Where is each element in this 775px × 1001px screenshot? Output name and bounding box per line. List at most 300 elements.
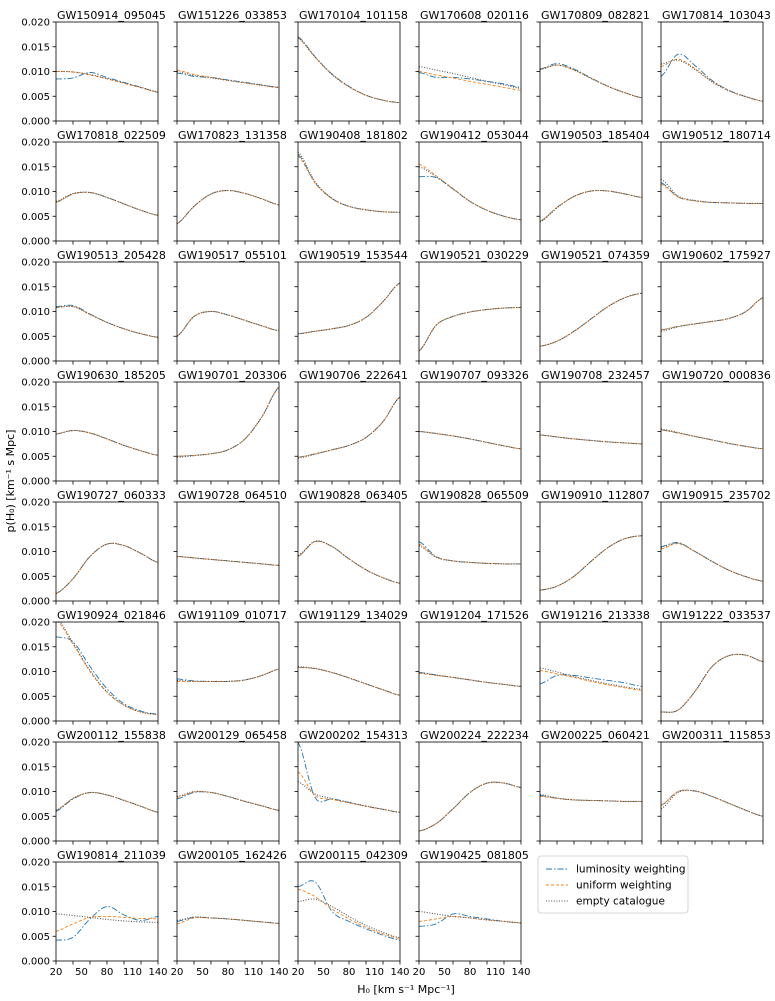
x-tick-label: 140 [148, 967, 168, 978]
panel [658, 369, 771, 485]
series-line [298, 156, 400, 212]
panel-frame [177, 22, 279, 121]
panel-grid [21, 9, 771, 978]
series-line [419, 308, 521, 352]
panel-frame [177, 262, 279, 361]
series-line [540, 797, 642, 802]
y-tick-label: 0.020 [21, 257, 50, 269]
series-line [298, 899, 400, 938]
series-line [419, 782, 521, 831]
panel-frame [298, 142, 400, 241]
panel-title: GW190521_074359 [541, 249, 650, 262]
series-line [419, 544, 521, 564]
legend-label: luminosity weighting [576, 863, 686, 876]
series-line [298, 881, 400, 941]
panel-frame [419, 862, 521, 961]
panel-frame [298, 622, 400, 721]
panel-title: GW190519_153544 [299, 249, 408, 262]
panel [295, 489, 408, 605]
panel [658, 729, 771, 845]
series-line [298, 397, 400, 457]
panel [658, 9, 771, 125]
panel [21, 9, 166, 128]
panel-frame [419, 22, 521, 121]
y-tick-label: 0.005 [21, 91, 50, 103]
panel [21, 609, 166, 728]
y-tick-label: 0.010 [21, 307, 50, 318]
panel-frame [298, 502, 400, 601]
series-line [661, 298, 763, 330]
panel [658, 489, 771, 605]
panel-title: GW200224_222234 [420, 729, 529, 742]
series-line [419, 72, 521, 91]
series-line [661, 179, 763, 203]
series-line [540, 536, 642, 590]
panel-frame [540, 742, 642, 841]
series-line [56, 192, 158, 215]
series-line [540, 293, 642, 346]
series-line [419, 432, 521, 449]
series-line [56, 543, 158, 593]
series-line [419, 782, 521, 831]
series-line [298, 541, 400, 583]
panel [658, 129, 771, 245]
panel-frame [56, 502, 158, 601]
series-line [298, 283, 400, 334]
panel [537, 609, 650, 725]
panel-title: GW190915_235702 [662, 489, 771, 502]
y-tick-label: 0.000 [21, 836, 50, 848]
y-tick-label: 0.010 [21, 187, 50, 198]
series-line [298, 283, 400, 334]
series-line [540, 536, 642, 590]
series-line [177, 792, 279, 811]
panel-frame [177, 862, 279, 961]
x-tick-label: 20 [412, 967, 426, 978]
y-tick-label: 0.005 [21, 811, 50, 823]
panel-title: GW170818_022509 [57, 129, 166, 142]
series-line [177, 792, 279, 811]
x-tick-label: 140 [511, 967, 531, 978]
panel-title: GW190517_055101 [178, 249, 287, 262]
panel-frame [298, 22, 400, 121]
series-line [177, 557, 279, 566]
series-line [419, 167, 521, 220]
legend [538, 856, 688, 913]
y-tick-label: 0.020 [21, 377, 50, 389]
series-line [298, 668, 400, 696]
x-tick-label: 80 [342, 967, 356, 978]
y-tick-label: 0.005 [21, 571, 50, 583]
series-line [540, 191, 642, 223]
y-tick-label: 0.010 [21, 427, 50, 438]
series-line [298, 38, 400, 103]
panel-frame [177, 502, 279, 601]
series-line [298, 541, 400, 583]
panel [416, 9, 529, 125]
y-tick-label: 0.020 [21, 617, 50, 629]
series-line [661, 54, 763, 101]
panel-title: GW170104_101158 [299, 9, 408, 22]
panel [174, 729, 287, 845]
series-line [56, 543, 158, 593]
panel [658, 609, 771, 725]
series-line [661, 184, 763, 203]
x-tick-label: 110 [243, 967, 264, 978]
x-tick-label: 20 [170, 967, 184, 978]
series-line [661, 790, 763, 816]
series-line [177, 669, 279, 682]
legend-label: uniform weighting [576, 879, 672, 892]
series-line [419, 308, 521, 352]
series-line [661, 544, 763, 582]
series-line [661, 654, 763, 712]
series-line [419, 916, 521, 923]
panel-title: GW200225_060421 [541, 729, 650, 742]
panel [21, 129, 166, 248]
series-line [177, 191, 279, 224]
series-line [177, 387, 279, 456]
panel-title: GW200129_065458 [178, 729, 287, 742]
x-tick-label: 110 [364, 967, 385, 978]
panel-frame [56, 742, 158, 841]
series-line [298, 283, 400, 334]
y-tick-label: 0.020 [21, 17, 50, 29]
panel [21, 849, 166, 968]
y-tick-label: 0.015 [21, 282, 50, 294]
panel-title: GW200311_115853 [662, 729, 771, 742]
x-tick-label: 50 [196, 967, 209, 978]
panel-frame [56, 622, 158, 721]
panel [21, 249, 166, 368]
panel-title: GW190701_203306 [178, 369, 287, 382]
series-line [419, 432, 521, 449]
y-tick-label: 0.010 [21, 67, 50, 78]
panel-title: GW151226_033853 [178, 9, 287, 22]
panel [416, 849, 529, 965]
panel-frame [177, 142, 279, 241]
panel-title: GW170608_020116 [420, 9, 529, 22]
y-tick-label: 0.000 [21, 356, 50, 368]
y-tick-label: 0.010 [21, 787, 50, 798]
panel [174, 489, 287, 605]
panel-frame [540, 502, 642, 601]
y-tick-label: 0.015 [21, 42, 50, 54]
y-tick-label: 0.010 [21, 907, 50, 918]
x-tick-label: 140 [390, 967, 410, 978]
series-line [298, 782, 400, 813]
series-line [56, 914, 158, 922]
series-line [298, 667, 400, 696]
series-line [540, 64, 642, 98]
panel [295, 609, 408, 725]
panel-frame [56, 262, 158, 361]
y-tick-label: 0.010 [21, 547, 50, 558]
series-line [540, 65, 642, 98]
series-line [298, 668, 400, 696]
y-tick-label: 0.005 [21, 451, 50, 463]
panel-title: GW170809_082821 [541, 9, 650, 22]
series-line [56, 72, 158, 93]
series-line [177, 791, 279, 810]
panel-frame [540, 22, 642, 121]
x-tick-label: 80 [100, 967, 114, 978]
series-line [661, 654, 763, 712]
x-tick-label: 140 [269, 967, 289, 978]
panel-title: GW190828_065509 [420, 489, 529, 502]
y-tick-label: 0.005 [21, 691, 50, 703]
series-line [661, 429, 763, 449]
series-line [56, 73, 158, 93]
y-tick-label: 0.000 [21, 116, 50, 128]
y-tick-label: 0.000 [21, 236, 50, 248]
panel-frame [661, 742, 763, 841]
panel [174, 249, 287, 365]
panel-title: GW190910_112807 [541, 489, 650, 502]
panel-title: GW190602_175927 [662, 249, 771, 262]
series-line [419, 176, 521, 219]
x-axis-label: H₀ [km s⁻¹ Mpc⁻¹] [357, 983, 455, 996]
panel-frame [298, 742, 400, 841]
panel [537, 249, 650, 365]
panel-title: GW191204_171526 [420, 609, 529, 622]
panel [174, 849, 287, 965]
panel-frame [661, 382, 763, 481]
series-line [56, 72, 158, 92]
panel-title: GW190728_064510 [178, 489, 287, 502]
y-tick-label: 0.000 [21, 596, 50, 608]
panel [295, 729, 408, 845]
panel [416, 729, 529, 845]
panel [295, 9, 408, 125]
panel-frame [298, 382, 400, 481]
panel-frame [177, 622, 279, 721]
panel [295, 849, 408, 965]
y-tick-label: 0.020 [21, 857, 50, 869]
panel-title: GW200115_042309 [299, 849, 408, 862]
series-line [540, 65, 642, 98]
panel-frame [661, 622, 763, 721]
y-tick-label: 0.015 [21, 762, 50, 774]
series-line [419, 914, 521, 927]
series-line [298, 541, 400, 583]
series-line [298, 889, 400, 939]
y-tick-label: 0.015 [21, 642, 50, 654]
panel-frame [419, 142, 521, 241]
series-line [298, 152, 400, 212]
y-tick-label: 0.000 [21, 716, 50, 728]
panel-frame [298, 862, 400, 961]
panel [416, 609, 529, 725]
panel-title: GW170823_131358 [178, 129, 287, 142]
panel-frame [56, 862, 158, 961]
series-line [177, 191, 279, 224]
series-line [177, 918, 279, 924]
panel-title: GW191129_134029 [299, 609, 408, 622]
x-tick-label: 50 [438, 967, 451, 978]
panel [537, 129, 650, 245]
x-tick-label: 20 [291, 967, 305, 978]
panel-title: GW190630_185205 [57, 369, 166, 382]
y-tick-label: 0.020 [21, 137, 50, 149]
panel [416, 129, 529, 245]
series-line [540, 536, 642, 590]
y-tick-label: 0.010 [21, 667, 50, 678]
panel-frame [298, 262, 400, 361]
x-tick-label: 80 [221, 967, 235, 978]
panel [537, 729, 650, 845]
panel [295, 249, 408, 365]
panel-frame [661, 22, 763, 121]
panel-title: GW190513_205428 [57, 249, 166, 262]
series-line [661, 183, 763, 204]
panel [21, 729, 166, 848]
series-line [661, 543, 763, 581]
series-line [540, 293, 642, 346]
series-line [56, 622, 158, 715]
panel-frame [419, 382, 521, 481]
series-line [56, 543, 158, 593]
panel-title: GW190707_093326 [420, 369, 529, 382]
panel-title: GW190412_053044 [420, 129, 529, 142]
y-tick-label: 0.015 [21, 162, 50, 174]
panel-title: GW150914_095045 [57, 9, 166, 22]
panel [174, 9, 287, 125]
panel-title: GW191222_033537 [662, 609, 771, 622]
panel-frame [661, 262, 763, 361]
panel-frame [177, 382, 279, 481]
panel [174, 609, 287, 725]
x-tick-label: 50 [317, 967, 330, 978]
x-tick-label: 110 [122, 967, 143, 978]
series-line [419, 674, 521, 687]
series-line [56, 192, 158, 215]
y-tick-label: 0.015 [21, 882, 50, 894]
series-line [661, 298, 763, 330]
panel [174, 129, 287, 245]
panel [21, 369, 166, 488]
panel-frame [661, 502, 763, 601]
panel-title: GW190706_222641 [299, 369, 408, 382]
y-tick-label: 0.015 [21, 402, 50, 414]
panel-frame [661, 142, 763, 241]
series-line [56, 792, 158, 812]
panel-title: GW190521_030229 [420, 249, 529, 262]
panel-frame [540, 262, 642, 361]
series-line [56, 192, 158, 215]
panel [537, 9, 650, 125]
panel-title: GW190828_063405 [299, 489, 408, 502]
panel-title: GW200112_155838 [57, 729, 166, 742]
panel [416, 249, 529, 365]
series-line [56, 622, 158, 715]
panel-title: GW191109_010717 [178, 609, 287, 622]
y-tick-label: 0.020 [21, 497, 50, 509]
series-line [419, 432, 521, 449]
series-line [540, 435, 642, 444]
series-line [298, 397, 400, 458]
series-line [419, 164, 521, 219]
y-tick-label: 0.000 [21, 956, 50, 968]
series-line [540, 191, 642, 222]
series-line [56, 431, 158, 456]
x-tick-label: 80 [463, 967, 477, 978]
series-line [56, 306, 158, 337]
series-line [661, 654, 763, 712]
series-line [177, 387, 279, 457]
series-line [419, 308, 521, 352]
panel-title: GW190408_181802 [299, 129, 408, 142]
series-line [56, 305, 158, 337]
x-tick-label: 110 [485, 967, 506, 978]
panel-frame [419, 742, 521, 841]
panel-frame [419, 622, 521, 721]
y-tick-label: 0.005 [21, 331, 50, 343]
panel [416, 489, 529, 605]
series-line [298, 154, 400, 212]
series-line [419, 782, 521, 831]
y-tick-label: 0.005 [21, 211, 50, 223]
series-line [298, 38, 400, 103]
series-line [177, 312, 279, 337]
panel-frame [419, 502, 521, 601]
series-line [56, 907, 158, 941]
panel-title: GW191216_213338 [541, 609, 650, 622]
panel-title: GW190503_185404 [541, 129, 650, 142]
series-line [540, 668, 642, 689]
series-line [298, 772, 400, 813]
panel [537, 369, 650, 485]
panel [537, 489, 650, 605]
panel-title: GW190720_000836 [662, 369, 771, 382]
series-line [298, 397, 400, 457]
panel-title: GW190924_021846 [57, 609, 166, 622]
series-line [177, 387, 279, 456]
y-tick-label: 0.015 [21, 522, 50, 534]
panel [658, 249, 771, 365]
series-line [661, 298, 763, 332]
panel [295, 369, 408, 485]
y-tick-label: 0.005 [21, 931, 50, 943]
series-line [419, 542, 521, 564]
legend-label: empty catalogue [576, 895, 665, 908]
x-tick-label: 50 [75, 967, 88, 978]
y-tick-label: 0.020 [21, 737, 50, 749]
panel-title: GW190512_180714 [662, 129, 771, 142]
panel-title: GW190814_211039 [57, 849, 166, 862]
panel [21, 489, 166, 608]
series-line [56, 916, 158, 931]
series-line [540, 191, 642, 222]
panel [174, 369, 287, 485]
panel-title: GW170814_103043 [662, 9, 771, 22]
series-line [177, 70, 279, 88]
panel-frame [540, 382, 642, 481]
series-line [56, 637, 158, 714]
series-line [177, 191, 279, 224]
y-axis-label: p(H₀) [km⁻¹ s Mpc] [4, 429, 17, 533]
panel-title: GW190727_060333 [57, 489, 166, 502]
series-line [540, 293, 642, 346]
panel-title: GW190425_081805 [420, 849, 529, 862]
panel-frame [56, 382, 158, 481]
panel-frame [56, 142, 158, 241]
series-line [56, 306, 158, 337]
panel-title: GW200202_154313 [299, 729, 408, 742]
series-line [298, 37, 400, 103]
panel-title: GW190708_232457 [541, 369, 650, 382]
panel-title: GW200105_162426 [178, 849, 287, 862]
